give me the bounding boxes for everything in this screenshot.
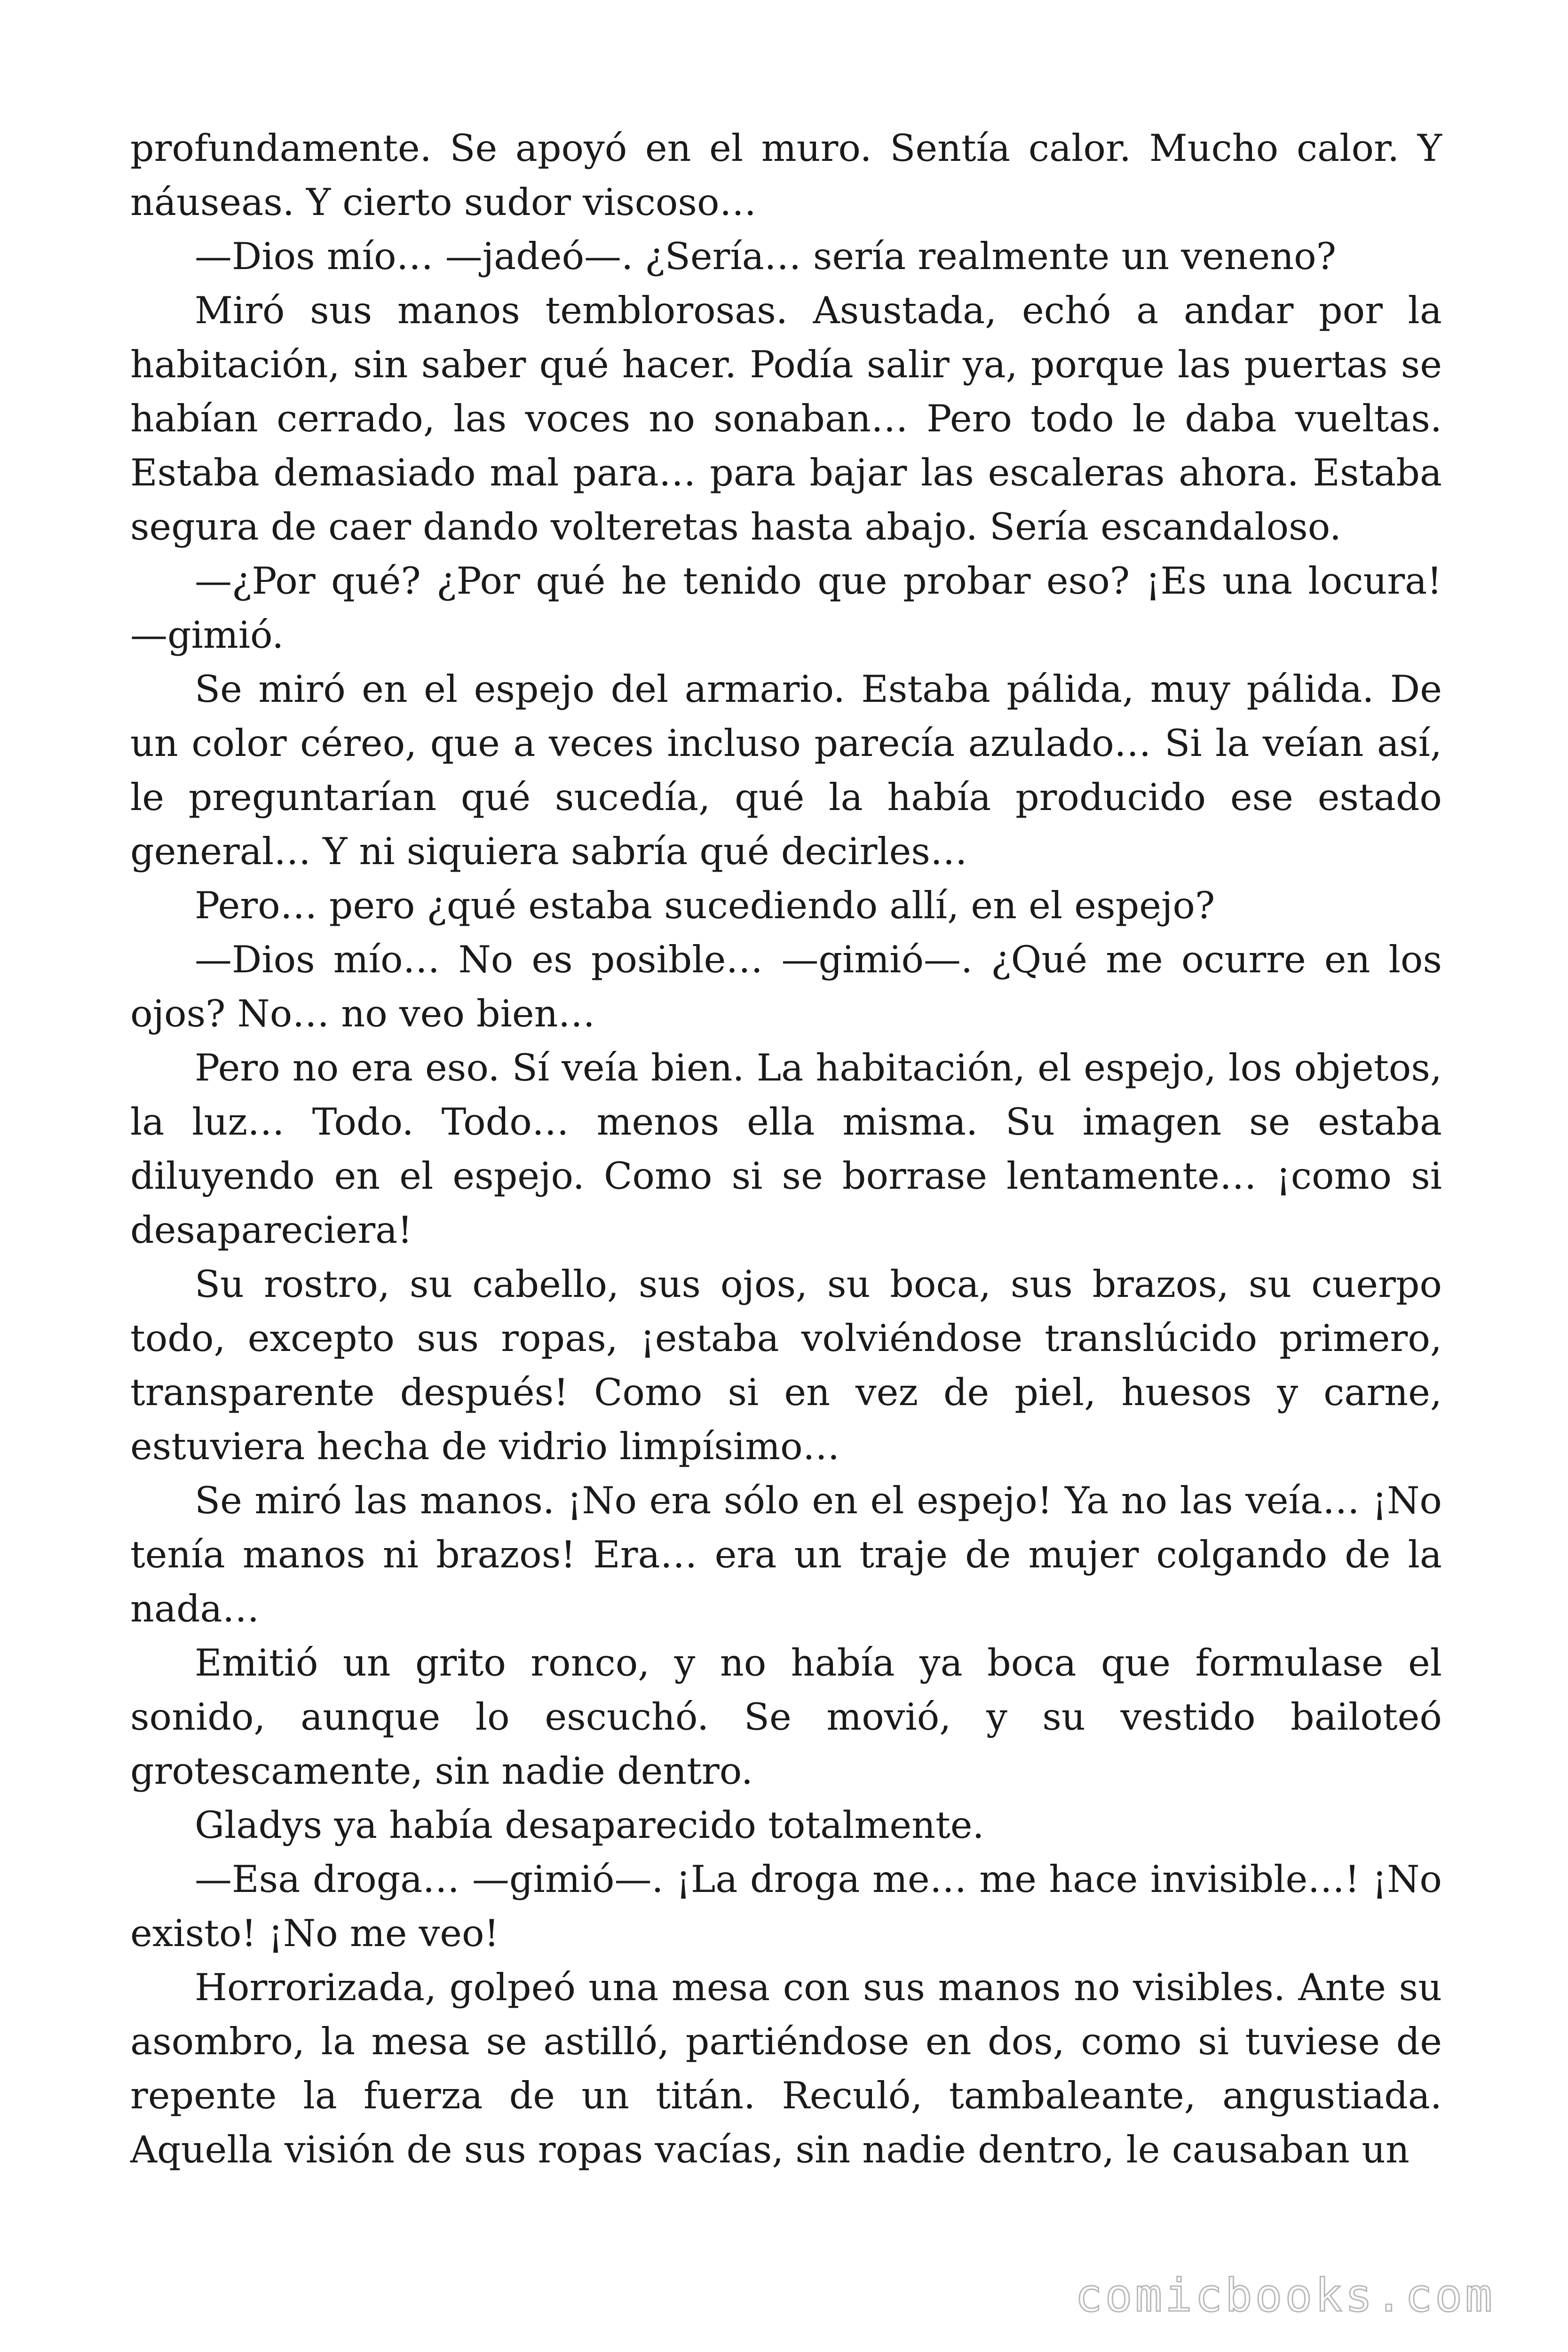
paragraph: Se miró en el espejo del armario. Estaba pálida, muy pálida. De un color céreo, que a veces incluso parecía azulado… Si la veían así, le preguntarían qué sucedía, qué la había producido ese estado general… Y ni siquiera sabría qué decirles… — [130, 667, 1442, 873]
paragraph: Miró sus manos temblorosas. Asustada, echó a andar por la habitación, sin saber qué hacer. Podía salir ya, porque las puertas se habían cerrado, las voces no sonaban… Pero todo le daba vueltas. Estaba demasiado mal para… para bajar las escaleras ahora. Estaba segura de caer dando volteretas hasta abajo. Sería escandaloso. — [130, 289, 1442, 548]
paragraph: profundamente. Se apoyó en el muro. Sentía calor. Mucho calor. Y náuseas. Y cierto sudor viscoso… — [130, 127, 1442, 224]
paragraph: Su rostro, su cabello, sus ojos, su boca, sus brazos, su cuerpo todo, excepto sus ropas, ¡estaba volviéndose translúcido primero, transparente después! Como si en vez de piel, huesos y carne, estuviera hecha de vidrio limpísimo… — [130, 1263, 1442, 1468]
paragraph: —Esa droga… —gimió—. ¡La droga me… me hace invisible…! ¡No existo! ¡No me veo! — [130, 1858, 1442, 1955]
body-text — [130, 121, 1442, 2177]
paragraph: Emitió un grito ronco, y no había ya boca que formulase el sonido, aunque lo escuchó. Se movió, y su vestido bailoteó grotescamente, sin nadie dentro. — [130, 1641, 1442, 1793]
paragraph: Horrorizada, golpeó una mesa con sus manos no visibles. Ante su asombro, la mesa se astilló, partiéndose en dos, como si tuviese de repente la fuerza de un titán. Reculó, tambaleante, angustiada. Aquella visión de sus ropas vacías, sin nadie dentro, le causaban un — [130, 1966, 1442, 2171]
paragraph: Gladys ya había desaparecido totalmente. — [195, 1804, 984, 1847]
paragraph: Se miró las manos. ¡No era sólo en el espejo! Ya no las veía… ¡No tenía manos ni brazos! Era… era un traje de mujer colgando de la nada… — [130, 1479, 1442, 1630]
paragraph: Pero no era eso. Sí veía bien. La habitación, el espejo, los objetos, la luz… Todo. Todo… menos ella misma. Su imagen se estaba diluyendo en el espejo. Como si se borrase lentamente… ¡como si desapareciera! — [130, 1046, 1442, 1252]
paragraph: —Dios mío… No es posible… —gimió—. ¿Qué me ocurre en los ojos? No… no veo bien… — [130, 938, 1442, 1035]
watermark: comicbooks.com — [1075, 2269, 1495, 2322]
paragraph: —Dios mío… —jadeó—. ¿Sería… sería realmente un veneno? — [195, 235, 1337, 278]
paragraph: —¿Por qué? ¿Por qué he tenido que probar eso? ¡Es una locura! —gimió. — [130, 559, 1442, 657]
paragraph: Pero… pero ¿qué estaba sucediendo allí, en el espejo? — [195, 884, 1215, 927]
